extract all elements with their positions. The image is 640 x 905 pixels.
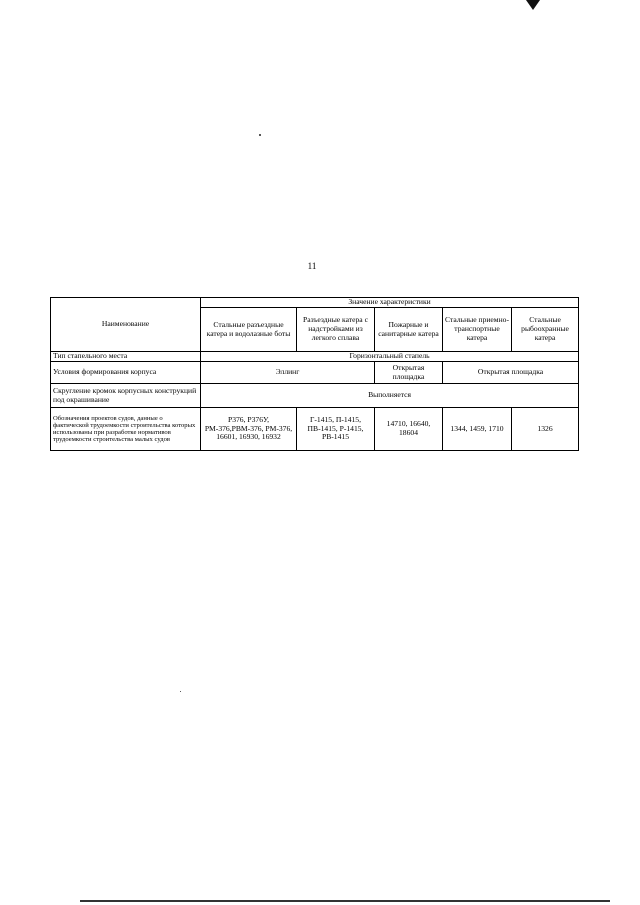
row-value: Г-1415, П-1415, ПВ-1415, Р-1415, РВ-1415 — [297, 408, 375, 451]
scan-speck — [180, 691, 181, 692]
row-label: Тип стапельного места — [51, 352, 201, 362]
row-value: Открытая площадка — [375, 362, 443, 384]
row-merged-value: Горизонтальный стапель — [201, 352, 579, 362]
header-group: Значение характеристики — [201, 298, 579, 308]
scan-speck — [259, 134, 261, 136]
row-value: 14710, 16640, 18604 — [375, 408, 443, 451]
header-name: Наименование — [51, 298, 201, 352]
header-col-3: Пожарные и санитарные катера — [375, 308, 443, 352]
row-value: 1326 — [512, 408, 579, 451]
row-value: 1344, 1459, 1710 — [443, 408, 512, 451]
scan-bottom-edge — [80, 900, 610, 902]
scan-corner-mark — [526, 0, 540, 10]
row-value: Эллинг — [201, 362, 375, 384]
header-col-2: Разъездные катера с надстройками из легкого сплава — [297, 308, 375, 352]
header-col-4: Стальные приемно-транспортные катера — [443, 308, 512, 352]
row-label: Скругление кромок корпусных конструкций под окрашивание — [51, 384, 201, 408]
row-label: Обозначения проектов судов, данные о фактической трудоемкости строительства которых использованы при разработке нормативов трудоемкости строительства малых судов — [51, 408, 201, 451]
row-value: Открытая площадка — [443, 362, 579, 384]
row-value: Р376, Р376У, РМ-376,РВМ-376, РМ-376, 16601, 16930, 16932 — [201, 408, 297, 451]
row-merged-value: Выполняется — [201, 384, 579, 408]
header-col-1: Стальные разъездные катера и водолазные боты — [201, 308, 297, 352]
row-label: Условия формирования корпуса — [51, 362, 201, 384]
characteristics-table — [50, 297, 579, 451]
header-col-5: Стальные рыбоохранные катера — [512, 308, 579, 352]
page-number: 11 — [307, 261, 317, 271]
